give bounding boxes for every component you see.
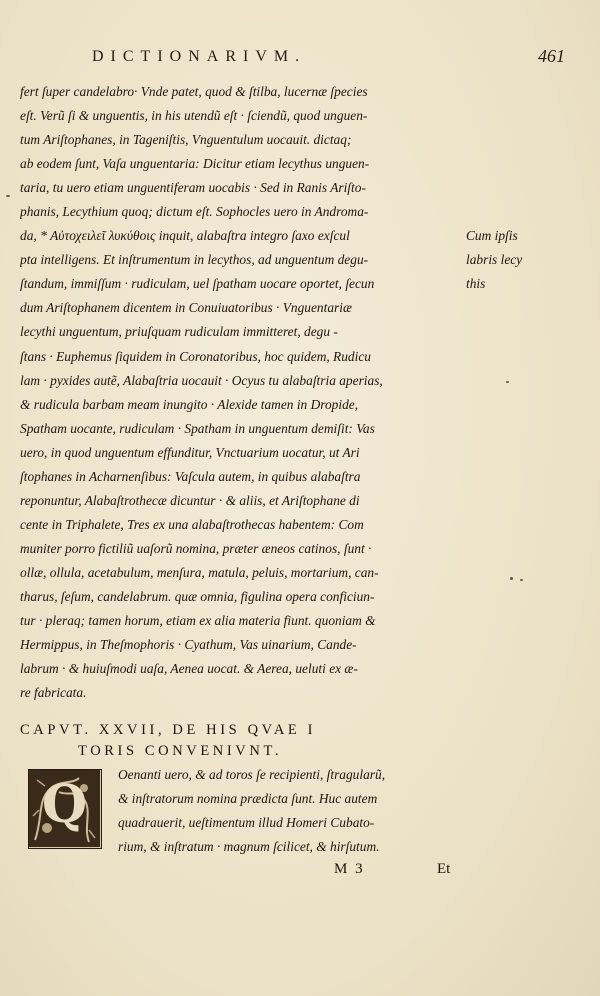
marginal-note (466, 224, 556, 296)
text-line: reponuntur, Alabaſtrothecæ dicuntur · & aliis, et Ariſtophane di (20, 492, 360, 508)
text-line: rium, & inſtratum · magnum ſcilicet, & hirſutum. (118, 839, 380, 855)
text-line: eſt. Verũ ſi & unguentis, in his utendũ eſt · ſciendũ, quod unguen- (20, 108, 368, 124)
text-line: tur · pleraq; tamen horum, etiam ex alia materia fiunt. quoniam & (20, 613, 376, 629)
text-line: lecythi unguentum, priuſquam rudiculam immitteret, degu - (20, 324, 338, 340)
main-text-block (20, 80, 490, 705)
text-line: phanis, Lecythium quoq; dictum eſt. Sophocles uero in Androma- (20, 204, 369, 220)
text-line: tharus, ſeſum, candelabrum. quæ omnia, figulina opera conficiun- (20, 588, 375, 604)
text-line: tum Ariſtophanes, in Tageniſtis, Vnguentulum uocauit. dictaq; (20, 132, 352, 148)
text-line: & rudicula barbam meam inungito · Alexide tamen in Dropide, (20, 396, 359, 412)
text-line: labrum · & huiuſmodi uaſa, Aenea uocat. & Aerea, ueluti ex æ- (20, 661, 358, 677)
text-line: lam · pyxides autẽ, Alabaſtria uocauit · Ocyus tu alabaſtria aperias, (20, 372, 383, 388)
text-line: ſtophanes in Acharnenſibus: Vaſcula autem, in quibus alabaſtra (20, 468, 361, 484)
text-line: Oenanti uero, & ad toros ſe recipienti, ſtragularũ, (118, 767, 386, 782)
text-line: muniter porro fictiliũ uaſorũ nomina, præter æneos catinos, ſunt · (20, 540, 372, 556)
running-title: DICTIONARIVM. (92, 48, 307, 65)
text-line: uero, in quod unguentum effunditur, Vnctuarium uocatur, ut Ari (20, 444, 360, 460)
text-line: ollæ, ollula, acetabulum, menſura, matula, peluis, mortarium, can- (20, 564, 379, 580)
text-line: Hermippus, in Theſmophoris · Cyathum, Vas uinarium, Cande- (20, 637, 357, 653)
marginal-note-line: this (466, 276, 486, 292)
initial-letter: Q (41, 774, 88, 835)
text-line: quadrauerit, ueſtimentum illud Homeri Cubato- (118, 815, 375, 831)
text-line: dum Ariſtophanem dicentem in Conuiuatoribus · Vnguentariæ (20, 300, 352, 316)
ink-speck (520, 579, 523, 581)
marginal-note-line: Cum ipſis (466, 228, 518, 243)
text-line: ſtandum, immiſſum · rudiculam, uel ſpatham uocare oportet, ſecun (20, 276, 375, 292)
page-number: 461 (538, 46, 565, 66)
text-line: re fabricata. (20, 685, 87, 701)
text-line: taria, tu uero etiam unguentiferam uocabis · Sed in Ranis Ariſto- (20, 180, 366, 196)
marginal-note-line: labris lecy (466, 252, 523, 268)
text-line: ab eodem ſunt, Vaſa unguentaria: Dicitur etiam lecythus unguen- (20, 156, 370, 172)
text-line: Spatham uocante, rudiculam · Spatham in unguentum demiſit: Vas (20, 420, 375, 436)
decorated-initial (28, 769, 102, 849)
text-line: & inſtratorum nomina prædicta ſunt. Huc autem (118, 791, 378, 807)
chapter-text-block (118, 763, 478, 859)
signature-mark: M 3 (334, 861, 365, 877)
catchword: Et (437, 861, 451, 877)
text-line: ſtans · Euphemus ſiquidem in Coronatoribus, hoc quidem, Rudicu (20, 348, 371, 364)
text-line: cente in Triphalete, Tres ex una alabaſtrothecas habentem: Com (20, 516, 364, 532)
ink-speck (510, 577, 513, 580)
ink-speck (506, 381, 509, 383)
text-line: pta intelligens. Et inſtrumentum in lecythos, ad unguentum degu- (20, 252, 369, 268)
text-line: da, * Αὐτοχειλεῖ λυκύθοις inquit, alabaſtra integro ſaxo exſcul (20, 228, 350, 244)
chapter-heading: CAPVT. XXVII, DE HIS QVAE I (20, 722, 317, 738)
ink-speck (6, 195, 10, 197)
text-line: fert ſuper candelabro· Vnde patet, quod & ſtilba, lucernæ ſpecies (20, 84, 368, 99)
chapter-heading-continued: TORIS CONVENIVNT. (78, 743, 283, 759)
